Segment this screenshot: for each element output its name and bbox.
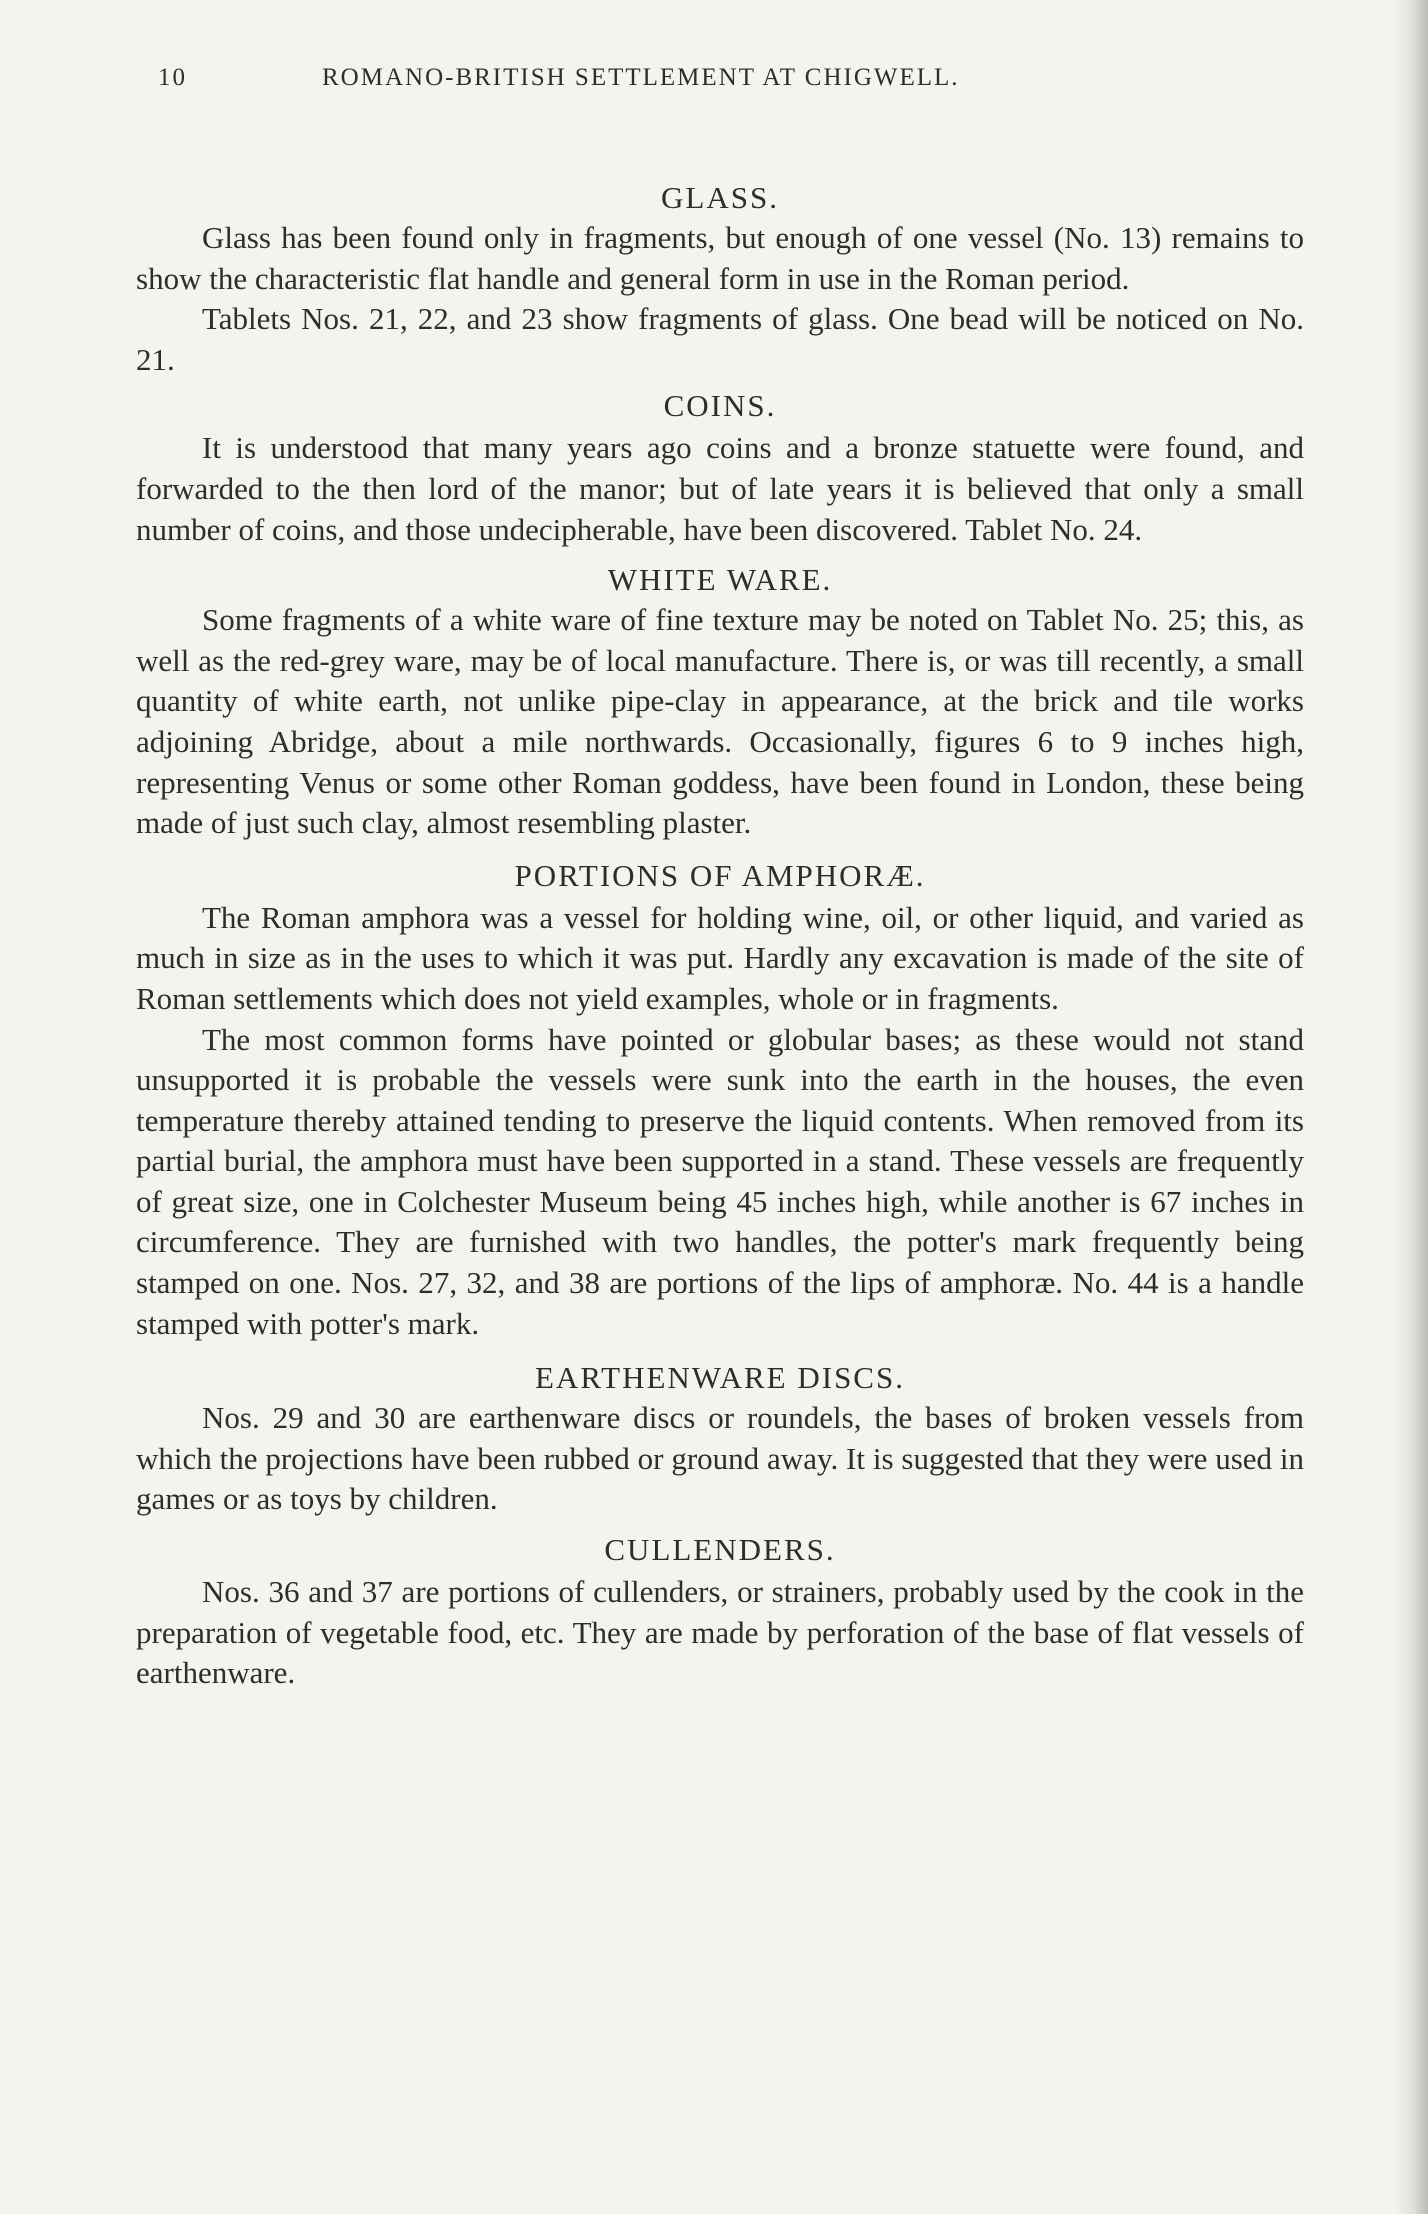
section-heading-coins: COINS.	[663, 388, 777, 424]
paragraph-coins-1: It is understood that many years ago coins and a bronze statuette were found, and forwarded to the then lord of the manor; but of late years it is believed that only a small number of coins, and those undecipherable, have been discovered. Tablet No. 24.	[136, 430, 1304, 547]
paragraph-earthenware-discs-1: Nos. 29 and 30 are earthenware discs or roundels, the bases of broken vessels from which the projections have been rubbed or ground away. It is suggested that they were used in games or as toys by children.	[136, 1400, 1304, 1517]
paragraph-cullenders-1: Nos. 36 and 37 are portions of cullenders, or strainers, probably used by the cook in the preparation of vegetable food, etc. They are made by perforation of the base of flat vessels of earthenware.	[136, 1574, 1304, 1691]
section-heading-glass: GLASS.	[661, 180, 779, 215]
paragraph-amphorae-1: The Roman amphora was a vessel for holding wine, oil, or other liquid, and varied as much in size as in the uses to which it was put. Hardly any excavation is made of the site of Roman settlements which does not yield examples, whole or in fragments.	[136, 899, 1304, 1016]
section-heading-amphorae: PORTIONS OF AMPHORÆ.	[514, 857, 926, 893]
page-body	[136, 178, 1304, 1694]
paragraph-white-ware-1: Some fragments of a white ware of fine texture may be noted on Tablet No. 25; this, as well as the red-grey ware, may be of local manufacture. There is, or was till recently, a small quantity of white earth, not unlike pipe-clay in appearance, at the brick and tile works adjoining Abridge, about a mile northwards. Occasionally, figures 6 to 9 inches high, representing Venus or some other Roman goddess, have been found in London, these being made of just such clay, almost resembling plaster.	[136, 602, 1304, 841]
running-head	[158, 64, 1138, 104]
page-number: 10	[158, 64, 187, 91]
running-title: ROMANO-BRITISH SETTLEMENT AT CHIGWELL.	[322, 64, 960, 91]
section-heading-white-ware: WHITE WARE.	[607, 562, 833, 598]
section-heading-earthenware-discs: EARTHENWARE DISCS.	[535, 1360, 905, 1396]
paragraph-glass-2: Tablets Nos. 21, 22, and 23 show fragments of glass. One bead will be noticed on No. 21.	[136, 301, 1304, 377]
paragraph-glass-1: Glass has been found only in fragments, but enough of one vessel (No. 13) remains to show the characteristic flat handle and general form in use in the Roman period.	[136, 220, 1304, 296]
section-heading-cullenders: CULLENDERS.	[604, 1532, 836, 1568]
paragraph-amphorae-2: The most common forms have pointed or globular bases; as these would not stand unsupported it is probable the vessels were sunk into the earth in the houses, the even temperature thereby attained tending to preserve the liquid contents. When removed from its partial burial, the amphora must have been supported in a stand. These vessels are frequently of great size, one in Colchester Museum being 45 inches high, while another is 67 inches in circumference. They are furnished with two handles, the potter's mark frequently being stamped on one. Nos. 27, 32, and 38 are portions of the lips of amphoræ. No. 44 is a handle stamped with potter's mark.	[136, 1021, 1304, 1341]
page-edge-shadow	[1394, 0, 1428, 2214]
